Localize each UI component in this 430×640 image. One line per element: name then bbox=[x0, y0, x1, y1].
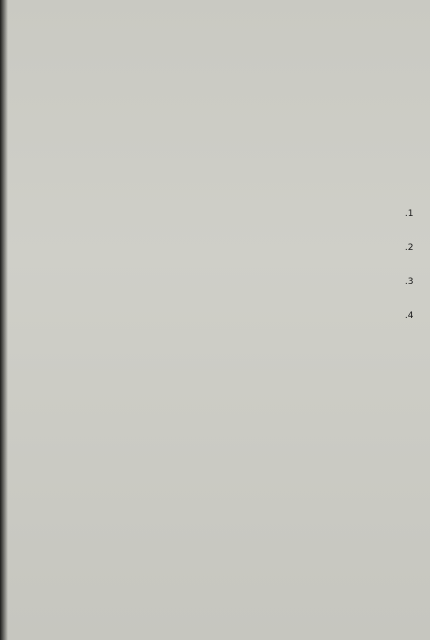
page-edge-shadow bbox=[0, 0, 8, 640]
answer-block bbox=[10, 156, 416, 201]
types-row bbox=[10, 365, 416, 379]
list-item bbox=[10, 275, 402, 305]
list-item bbox=[10, 309, 402, 339]
points-list bbox=[10, 207, 416, 339]
list-item bbox=[10, 207, 402, 237]
section-heading bbox=[10, 347, 416, 361]
list-item bbox=[10, 241, 402, 271]
type-item bbox=[48, 365, 108, 379]
type-item bbox=[183, 365, 243, 379]
question-text bbox=[50, 136, 416, 150]
question-row bbox=[10, 136, 416, 150]
intro-paragraph bbox=[10, 10, 416, 130]
type-item bbox=[318, 365, 378, 379]
body-text bbox=[10, 387, 416, 547]
